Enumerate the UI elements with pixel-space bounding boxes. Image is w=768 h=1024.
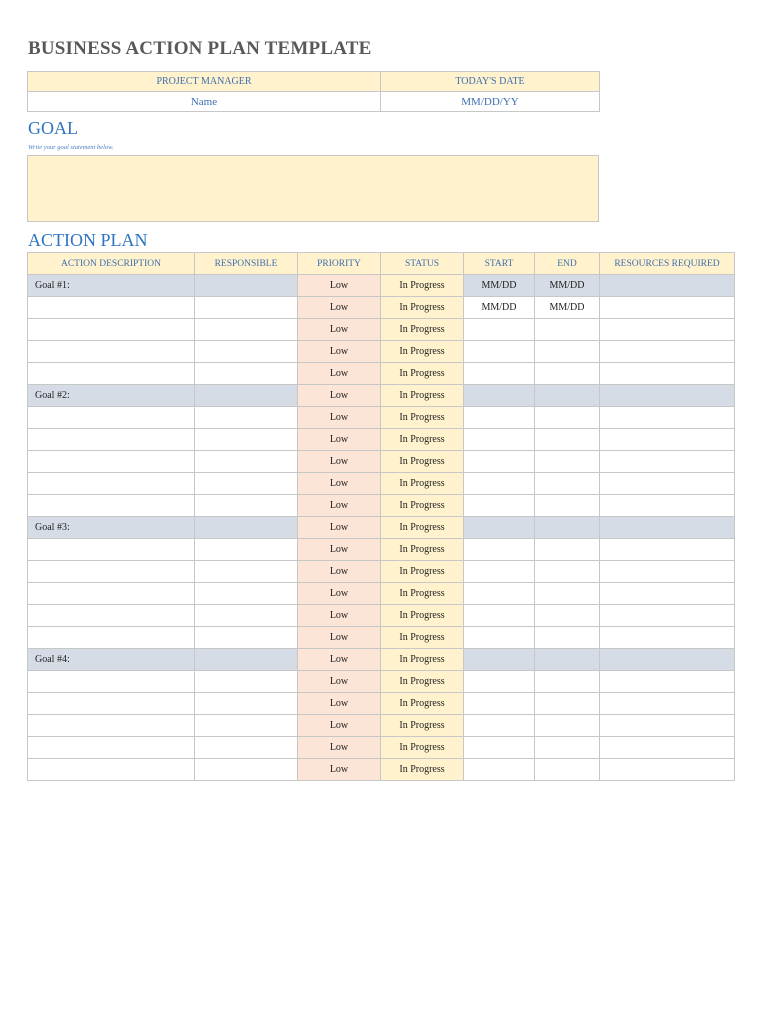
action-description-cell[interactable]: [28, 495, 195, 517]
resources-required-cell[interactable]: [600, 539, 735, 561]
priority-cell[interactable]: Low: [298, 693, 381, 715]
action-plan-heading: ACTION PLAN: [28, 230, 148, 250]
resources-required-cell[interactable]: [600, 341, 735, 363]
status-cell[interactable]: In Progress: [381, 583, 464, 605]
action-description-cell[interactable]: [28, 451, 195, 473]
action-description-cell[interactable]: Goal #1:: [28, 275, 195, 297]
end-date-cell[interactable]: [535, 561, 600, 583]
priority-cell[interactable]: Low: [298, 539, 381, 561]
status-cell[interactable]: In Progress: [381, 297, 464, 319]
resources-required-cell[interactable]: [600, 319, 735, 341]
table-row: [28, 759, 735, 781]
end-date-cell[interactable]: [535, 539, 600, 561]
action-plan-table: [27, 252, 735, 781]
todays-date-field[interactable]: MM/DD/YY: [381, 92, 600, 112]
goal-row: [28, 517, 735, 539]
status-cell[interactable]: In Progress: [381, 693, 464, 715]
status-cell[interactable]: In Progress: [381, 737, 464, 759]
table-row: [28, 473, 735, 495]
start-date-cell[interactable]: [464, 517, 535, 539]
project-manager-field[interactable]: Name: [28, 92, 381, 112]
start-date-cell[interactable]: [464, 429, 535, 451]
start-date-cell[interactable]: [464, 715, 535, 737]
resources-required-cell[interactable]: [600, 297, 735, 319]
end-date-cell[interactable]: MM/DD: [535, 275, 600, 297]
action-description-cell[interactable]: Goal #3:: [28, 517, 195, 539]
responsible-cell[interactable]: [195, 495, 298, 517]
end-date-cell[interactable]: [535, 627, 600, 649]
start-date-cell[interactable]: MM/DD: [464, 275, 535, 297]
status-cell[interactable]: In Progress: [381, 429, 464, 451]
goal-row: [28, 275, 735, 297]
priority-cell[interactable]: Low: [298, 649, 381, 671]
resources-required-cell[interactable]: [600, 583, 735, 605]
resources-required-cell[interactable]: [600, 671, 735, 693]
start-date-cell[interactable]: [464, 561, 535, 583]
status-cell[interactable]: In Progress: [381, 275, 464, 297]
resources-required-cell[interactable]: [600, 693, 735, 715]
action-description-cell[interactable]: [28, 561, 195, 583]
priority-cell[interactable]: Low: [298, 451, 381, 473]
responsible-cell[interactable]: [195, 385, 298, 407]
action-description-cell[interactable]: [28, 693, 195, 715]
end-date-cell[interactable]: [535, 583, 600, 605]
priority-cell[interactable]: Low: [298, 583, 381, 605]
priority-cell[interactable]: Low: [298, 385, 381, 407]
resources-required-cell[interactable]: [600, 363, 735, 385]
action-description-cell[interactable]: [28, 671, 195, 693]
column-header-start: START: [464, 253, 535, 275]
table-row: [28, 737, 735, 759]
responsible-cell[interactable]: [195, 649, 298, 671]
table-row: [28, 319, 735, 341]
status-cell[interactable]: In Progress: [381, 671, 464, 693]
table-row: [28, 341, 735, 363]
priority-cell[interactable]: Low: [298, 473, 381, 495]
end-date-cell[interactable]: [535, 473, 600, 495]
action-description-cell[interactable]: [28, 539, 195, 561]
start-date-cell[interactable]: [464, 605, 535, 627]
status-cell[interactable]: In Progress: [381, 759, 464, 781]
responsible-cell[interactable]: [195, 737, 298, 759]
start-date-cell[interactable]: [464, 341, 535, 363]
status-cell[interactable]: In Progress: [381, 627, 464, 649]
resources-required-cell[interactable]: [600, 275, 735, 297]
end-date-cell[interactable]: [535, 385, 600, 407]
responsible-cell[interactable]: [195, 715, 298, 737]
end-date-cell[interactable]: [535, 671, 600, 693]
column-header-end: END: [535, 253, 600, 275]
priority-cell[interactable]: Low: [298, 561, 381, 583]
action-description-cell[interactable]: [28, 473, 195, 495]
priority-cell[interactable]: Low: [298, 671, 381, 693]
table-row: [28, 561, 735, 583]
end-date-cell[interactable]: MM/DD: [535, 297, 600, 319]
table-row: [28, 671, 735, 693]
column-header-action-description: ACTION DESCRIPTION: [28, 253, 195, 275]
status-cell[interactable]: In Progress: [381, 451, 464, 473]
start-date-cell[interactable]: [464, 627, 535, 649]
table-row: [28, 605, 735, 627]
table-row: [28, 583, 735, 605]
goal-row: [28, 385, 735, 407]
table-row: [28, 407, 735, 429]
status-cell[interactable]: In Progress: [381, 341, 464, 363]
start-date-cell[interactable]: [464, 649, 535, 671]
action-description-cell[interactable]: [28, 407, 195, 429]
responsible-cell[interactable]: [195, 671, 298, 693]
priority-cell[interactable]: Low: [298, 495, 381, 517]
status-cell[interactable]: In Progress: [381, 495, 464, 517]
action-description-cell[interactable]: [28, 429, 195, 451]
priority-cell[interactable]: Low: [298, 297, 381, 319]
priority-cell[interactable]: Low: [298, 363, 381, 385]
responsible-cell[interactable]: [195, 363, 298, 385]
header-row: [28, 253, 735, 275]
responsible-cell[interactable]: [195, 429, 298, 451]
table-row: [28, 429, 735, 451]
priority-cell[interactable]: Low: [298, 715, 381, 737]
table-row: [28, 297, 735, 319]
start-date-cell[interactable]: [464, 385, 535, 407]
start-date-cell[interactable]: MM/DD: [464, 297, 535, 319]
responsible-cell[interactable]: [195, 319, 298, 341]
responsible-cell[interactable]: [195, 275, 298, 297]
priority-cell[interactable]: Low: [298, 517, 381, 539]
table-row: [28, 539, 735, 561]
column-header-status: STATUS: [381, 253, 464, 275]
action-description-cell[interactable]: [28, 341, 195, 363]
goal-row: [28, 649, 735, 671]
column-header-resources-required: RESOURCES REQUIRED: [600, 253, 735, 275]
resources-required-cell[interactable]: [600, 715, 735, 737]
start-date-cell[interactable]: [464, 583, 535, 605]
action-description-cell[interactable]: [28, 627, 195, 649]
table-row: [28, 715, 735, 737]
resources-required-cell[interactable]: [600, 495, 735, 517]
resources-required-cell[interactable]: [600, 561, 735, 583]
goal-statement-field[interactable]: [27, 155, 599, 222]
priority-cell[interactable]: Low: [298, 737, 381, 759]
priority-cell[interactable]: Low: [298, 407, 381, 429]
status-cell[interactable]: In Progress: [381, 715, 464, 737]
resources-required-cell[interactable]: [600, 605, 735, 627]
table-row: [28, 627, 735, 649]
status-cell[interactable]: In Progress: [381, 407, 464, 429]
resources-required-cell[interactable]: [600, 517, 735, 539]
resources-required-cell[interactable]: [600, 473, 735, 495]
start-date-cell[interactable]: [464, 495, 535, 517]
priority-cell[interactable]: Low: [298, 341, 381, 363]
status-cell[interactable]: In Progress: [381, 649, 464, 671]
resources-required-cell[interactable]: [600, 385, 735, 407]
action-description-cell[interactable]: Goal #2:: [28, 385, 195, 407]
page-title: BUSINESS ACTION PLAN TEMPLATE: [28, 38, 372, 59]
responsible-cell[interactable]: [195, 297, 298, 319]
priority-cell[interactable]: Low: [298, 605, 381, 627]
action-description-cell[interactable]: [28, 583, 195, 605]
priority-cell[interactable]: Low: [298, 429, 381, 451]
status-cell[interactable]: In Progress: [381, 319, 464, 341]
responsible-cell[interactable]: [195, 605, 298, 627]
responsible-cell[interactable]: [195, 341, 298, 363]
end-date-cell[interactable]: [535, 517, 600, 539]
responsible-cell[interactable]: [195, 451, 298, 473]
status-cell[interactable]: In Progress: [381, 385, 464, 407]
action-description-cell[interactable]: [28, 319, 195, 341]
start-date-cell[interactable]: [464, 451, 535, 473]
end-date-cell[interactable]: [535, 429, 600, 451]
responsible-cell[interactable]: [195, 473, 298, 495]
responsible-cell[interactable]: [195, 627, 298, 649]
todays-date-label: TODAY'S DATE: [381, 72, 600, 92]
action-description-cell[interactable]: [28, 363, 195, 385]
table-row: [28, 495, 735, 517]
end-date-cell[interactable]: [535, 649, 600, 671]
start-date-cell[interactable]: [464, 759, 535, 781]
status-cell[interactable]: In Progress: [381, 605, 464, 627]
goal-heading: GOAL: [28, 118, 78, 138]
action-description-cell[interactable]: [28, 737, 195, 759]
status-cell[interactable]: In Progress: [381, 539, 464, 561]
responsible-cell[interactable]: [195, 693, 298, 715]
responsible-cell[interactable]: [195, 539, 298, 561]
action-description-cell[interactable]: [28, 297, 195, 319]
end-date-cell[interactable]: [535, 605, 600, 627]
resources-required-cell[interactable]: [600, 429, 735, 451]
priority-cell[interactable]: Low: [298, 759, 381, 781]
goal-hint: Write your goal statement below.: [28, 144, 114, 151]
end-date-cell[interactable]: [535, 737, 600, 759]
responsible-cell[interactable]: [195, 583, 298, 605]
resources-required-cell[interactable]: [600, 627, 735, 649]
end-date-cell[interactable]: [535, 715, 600, 737]
action-description-cell[interactable]: Goal #4:: [28, 649, 195, 671]
start-date-cell[interactable]: [464, 407, 535, 429]
responsible-cell[interactable]: [195, 759, 298, 781]
action-description-cell[interactable]: [28, 759, 195, 781]
start-date-cell[interactable]: [464, 693, 535, 715]
start-date-cell[interactable]: [464, 737, 535, 759]
action-description-cell[interactable]: [28, 605, 195, 627]
project-info-table: [27, 71, 600, 112]
resources-required-cell[interactable]: [600, 407, 735, 429]
project-manager-label: PROJECT MANAGER: [28, 72, 381, 92]
status-cell[interactable]: In Progress: [381, 363, 464, 385]
end-date-cell[interactable]: [535, 495, 600, 517]
end-date-cell[interactable]: [535, 341, 600, 363]
priority-cell[interactable]: Low: [298, 319, 381, 341]
table-row: [28, 363, 735, 385]
action-description-cell[interactable]: [28, 715, 195, 737]
table-row: [28, 451, 735, 473]
end-date-cell[interactable]: [535, 363, 600, 385]
resources-required-cell[interactable]: [600, 451, 735, 473]
resources-required-cell[interactable]: [600, 737, 735, 759]
end-date-cell[interactable]: [535, 319, 600, 341]
end-date-cell[interactable]: [535, 451, 600, 473]
table-row: [28, 693, 735, 715]
end-date-cell[interactable]: [535, 407, 600, 429]
resources-required-cell[interactable]: [600, 649, 735, 671]
priority-cell[interactable]: Low: [298, 627, 381, 649]
start-date-cell[interactable]: [464, 363, 535, 385]
responsible-cell[interactable]: [195, 561, 298, 583]
responsible-cell[interactable]: [195, 407, 298, 429]
start-date-cell[interactable]: [464, 671, 535, 693]
start-date-cell[interactable]: [464, 473, 535, 495]
priority-cell[interactable]: Low: [298, 275, 381, 297]
column-header-priority: PRIORITY: [298, 253, 381, 275]
end-date-cell[interactable]: [535, 693, 600, 715]
status-cell[interactable]: In Progress: [381, 561, 464, 583]
status-cell[interactable]: In Progress: [381, 473, 464, 495]
resources-required-cell[interactable]: [600, 759, 735, 781]
status-cell[interactable]: In Progress: [381, 517, 464, 539]
end-date-cell[interactable]: [535, 759, 600, 781]
start-date-cell[interactable]: [464, 319, 535, 341]
column-header-responsible: RESPONSIBLE: [195, 253, 298, 275]
responsible-cell[interactable]: [195, 517, 298, 539]
start-date-cell[interactable]: [464, 539, 535, 561]
